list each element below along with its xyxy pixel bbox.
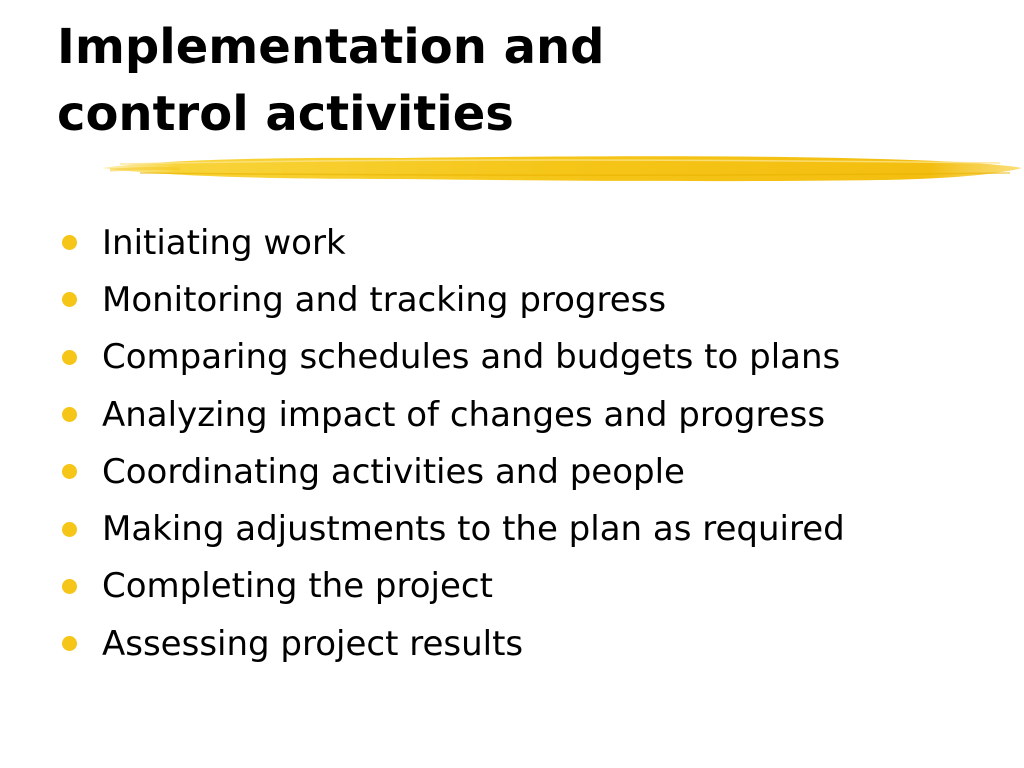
bullet-dot-icon [62,292,77,307]
bullet-dot-icon [62,407,77,422]
bullet-dot-icon [62,235,77,250]
slide-title-line-2: control activities [57,86,514,142]
bullet-text: Analyzing impact of changes and progress [102,394,826,435]
bullet-text: Monitoring and tracking progress [102,279,667,320]
bullet-dot-icon [62,636,77,651]
bullet-item [60,443,845,500]
bullet-item [60,558,845,615]
bullet-item [60,386,845,443]
bullet-text: Making adjustments to the plan as required [102,509,845,550]
bullet-item [60,500,845,557]
bullet-text: Initiating work [102,222,346,263]
bullet-item [60,615,845,672]
slide-title [57,14,957,148]
bullet-text: Coordinating activities and people [102,451,685,492]
highlighter-stroke [100,148,1024,190]
bullet-text: Completing the project [102,566,493,607]
slide-title-line-1: Implementation and [57,19,605,75]
bullet-dot-icon [62,464,77,479]
bullet-dot-icon [62,522,77,537]
bullet-text: Assessing project results [102,623,524,664]
bullet-dot-icon [62,350,77,365]
bullet-item [60,214,845,271]
bullet-list [60,214,845,672]
bullet-text: Comparing schedules and budgets to plans [102,337,841,378]
bullet-item [60,271,845,328]
bullet-item [60,329,845,386]
bullet-dot-icon [62,579,77,594]
